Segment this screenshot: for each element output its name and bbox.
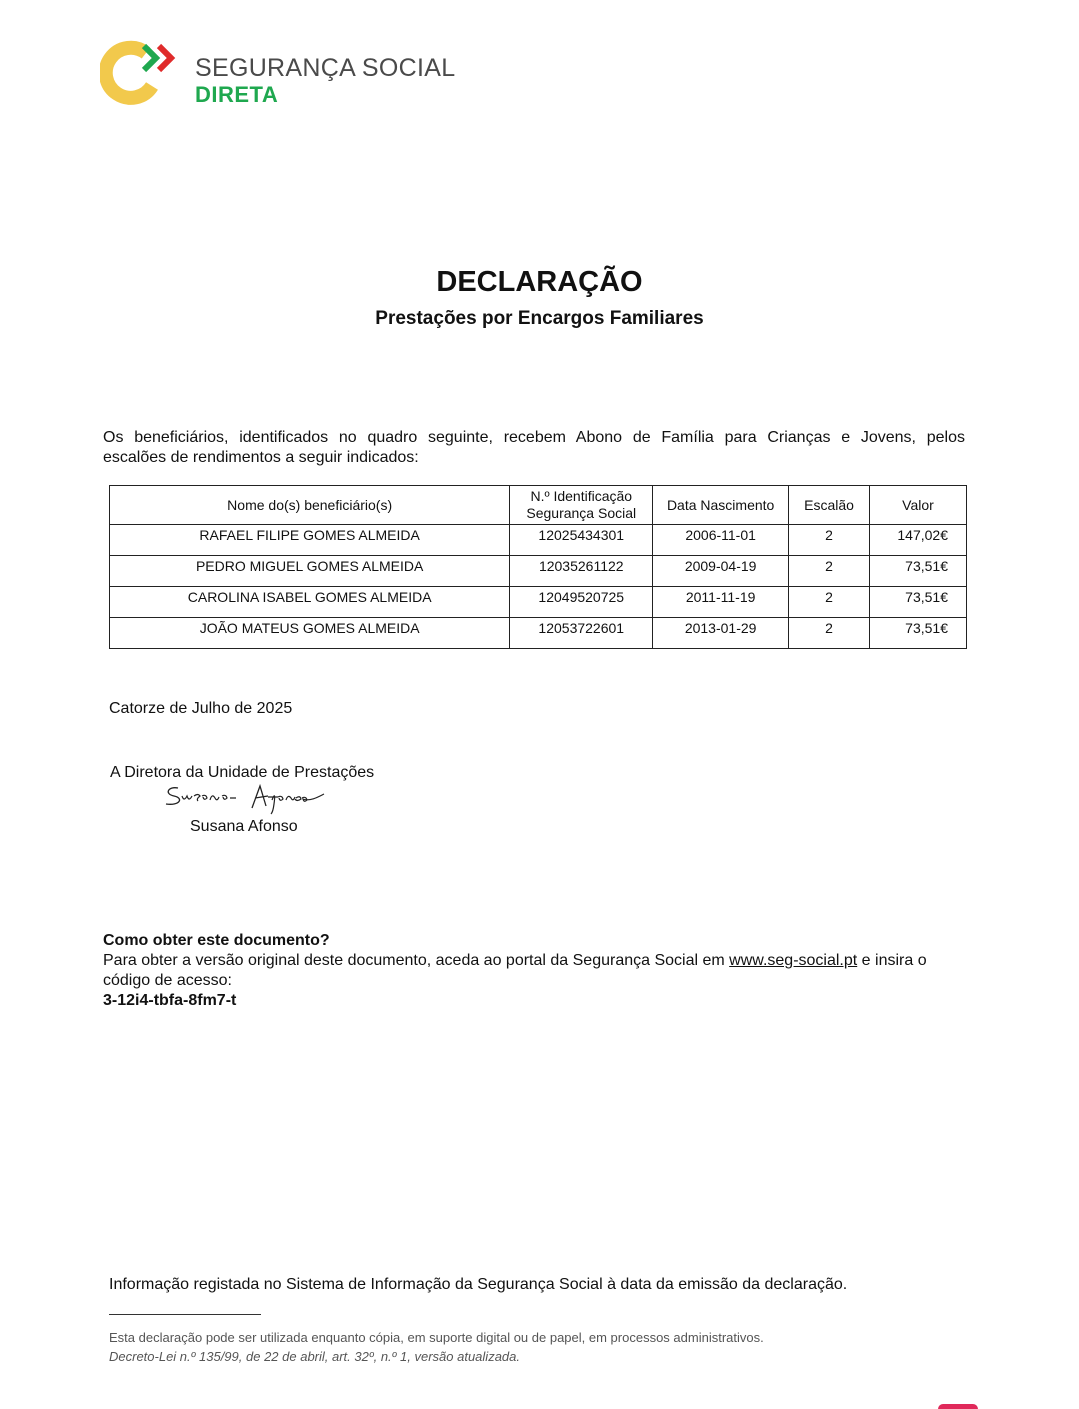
how-to-obtain-text-before: Para obter a versão original deste documento, aceda ao portal da Segurança Social em bbox=[103, 952, 730, 969]
table-row bbox=[110, 556, 967, 587]
signatory-name: Susana Afonso bbox=[190, 818, 298, 835]
cell-niss: 12025434301 bbox=[510, 525, 653, 556]
seguranca-social-logo-mark-icon bbox=[100, 40, 182, 106]
handwritten-signature bbox=[160, 782, 330, 816]
column-header-niss bbox=[510, 486, 653, 525]
cell-name: RAFAEL FILIPE GOMES ALMEIDA bbox=[110, 525, 510, 556]
table-header-row bbox=[110, 486, 967, 525]
cell-value: 147,02€ bbox=[870, 525, 967, 556]
table-row bbox=[110, 525, 967, 556]
cell-bracket: 2 bbox=[789, 556, 870, 587]
logo-text-line2: DIRETA bbox=[195, 82, 279, 107]
cell-name: JOÃO MATEUS GOMES ALMEIDA bbox=[110, 618, 510, 649]
signatory-role: A Diretora da Unidade de Prestações bbox=[110, 764, 375, 781]
table-row bbox=[110, 587, 967, 618]
footnote-law: Decreto-Lei n.º 135/99, de 22 de abril, art. 32º, n.º 1, versão atualizada. bbox=[109, 1349, 520, 1364]
footnote bbox=[109, 1328, 764, 1366]
cell-birth-date: 2009-04-19 bbox=[653, 556, 789, 587]
column-header-niss-line2: Segurança Social bbox=[526, 505, 637, 521]
document-subtitle: Prestações por Encargos Familiares bbox=[375, 308, 704, 329]
footnote-usage: Esta declaração pode ser utilizada enquanto cópia, em suporte digital ou de papel, em processos administrativos. bbox=[109, 1330, 764, 1345]
column-header-birth-date: Data Nascimento bbox=[653, 486, 789, 525]
cell-niss: 12053722601 bbox=[510, 618, 653, 649]
footnote-divider bbox=[109, 1314, 261, 1315]
cell-birth-date: 2011-11-19 bbox=[653, 587, 789, 618]
logo bbox=[100, 40, 456, 108]
intro-line-2: escalões de rendimentos a seguir indicados: bbox=[103, 449, 419, 466]
intro-line-1: Os beneficiários, identificados no quadro seguinte, recebem Abono de Família para Crianças e Jovens, pelos bbox=[103, 429, 965, 446]
cell-bracket: 2 bbox=[789, 525, 870, 556]
corner-decoration bbox=[938, 1404, 978, 1409]
cell-birth-date: 2013-01-29 bbox=[653, 618, 789, 649]
how-to-obtain-section bbox=[103, 931, 963, 1011]
registry-info: Informação registada no Sistema de Informação da Segurança Social à data da emissão da declaração. bbox=[109, 1276, 848, 1293]
table-row bbox=[110, 618, 967, 649]
cell-name: CAROLINA ISABEL GOMES ALMEIDA bbox=[110, 587, 510, 618]
cell-value: 73,51€ bbox=[870, 556, 967, 587]
cell-name: PEDRO MIGUEL GOMES ALMEIDA bbox=[110, 556, 510, 587]
column-header-value: Valor bbox=[870, 486, 967, 525]
cell-value: 73,51€ bbox=[870, 618, 967, 649]
issue-date: Catorze de Julho de 2025 bbox=[109, 700, 293, 717]
column-header-bracket: Escalão bbox=[789, 486, 870, 525]
column-header-name: Nome do(s) beneficiário(s) bbox=[110, 486, 510, 525]
beneficiaries-table bbox=[109, 485, 967, 649]
cell-bracket: 2 bbox=[789, 587, 870, 618]
logo-text-line1: SEGURANÇA SOCIAL bbox=[195, 54, 456, 82]
seg-social-link[interactable]: www.seg-social.pt bbox=[729, 952, 858, 969]
column-header-niss-line1: N.º Identificação bbox=[530, 488, 633, 504]
cell-value: 73,51€ bbox=[870, 587, 967, 618]
cell-bracket: 2 bbox=[789, 618, 870, 649]
document-title: DECLARAÇÃO bbox=[436, 266, 643, 298]
cell-niss: 12035261122 bbox=[510, 556, 653, 587]
how-to-obtain-text-after: e insira o código de acesso: bbox=[103, 952, 927, 989]
cell-birth-date: 2006-11-01 bbox=[653, 525, 789, 556]
how-to-obtain-text bbox=[103, 951, 963, 991]
how-to-obtain-heading: Como obter este documento? bbox=[103, 932, 330, 949]
intro-paragraph bbox=[103, 428, 965, 468]
cell-niss: 12049520725 bbox=[510, 587, 653, 618]
access-code: 3-12i4-tbfa-8fm7-t bbox=[103, 992, 237, 1009]
